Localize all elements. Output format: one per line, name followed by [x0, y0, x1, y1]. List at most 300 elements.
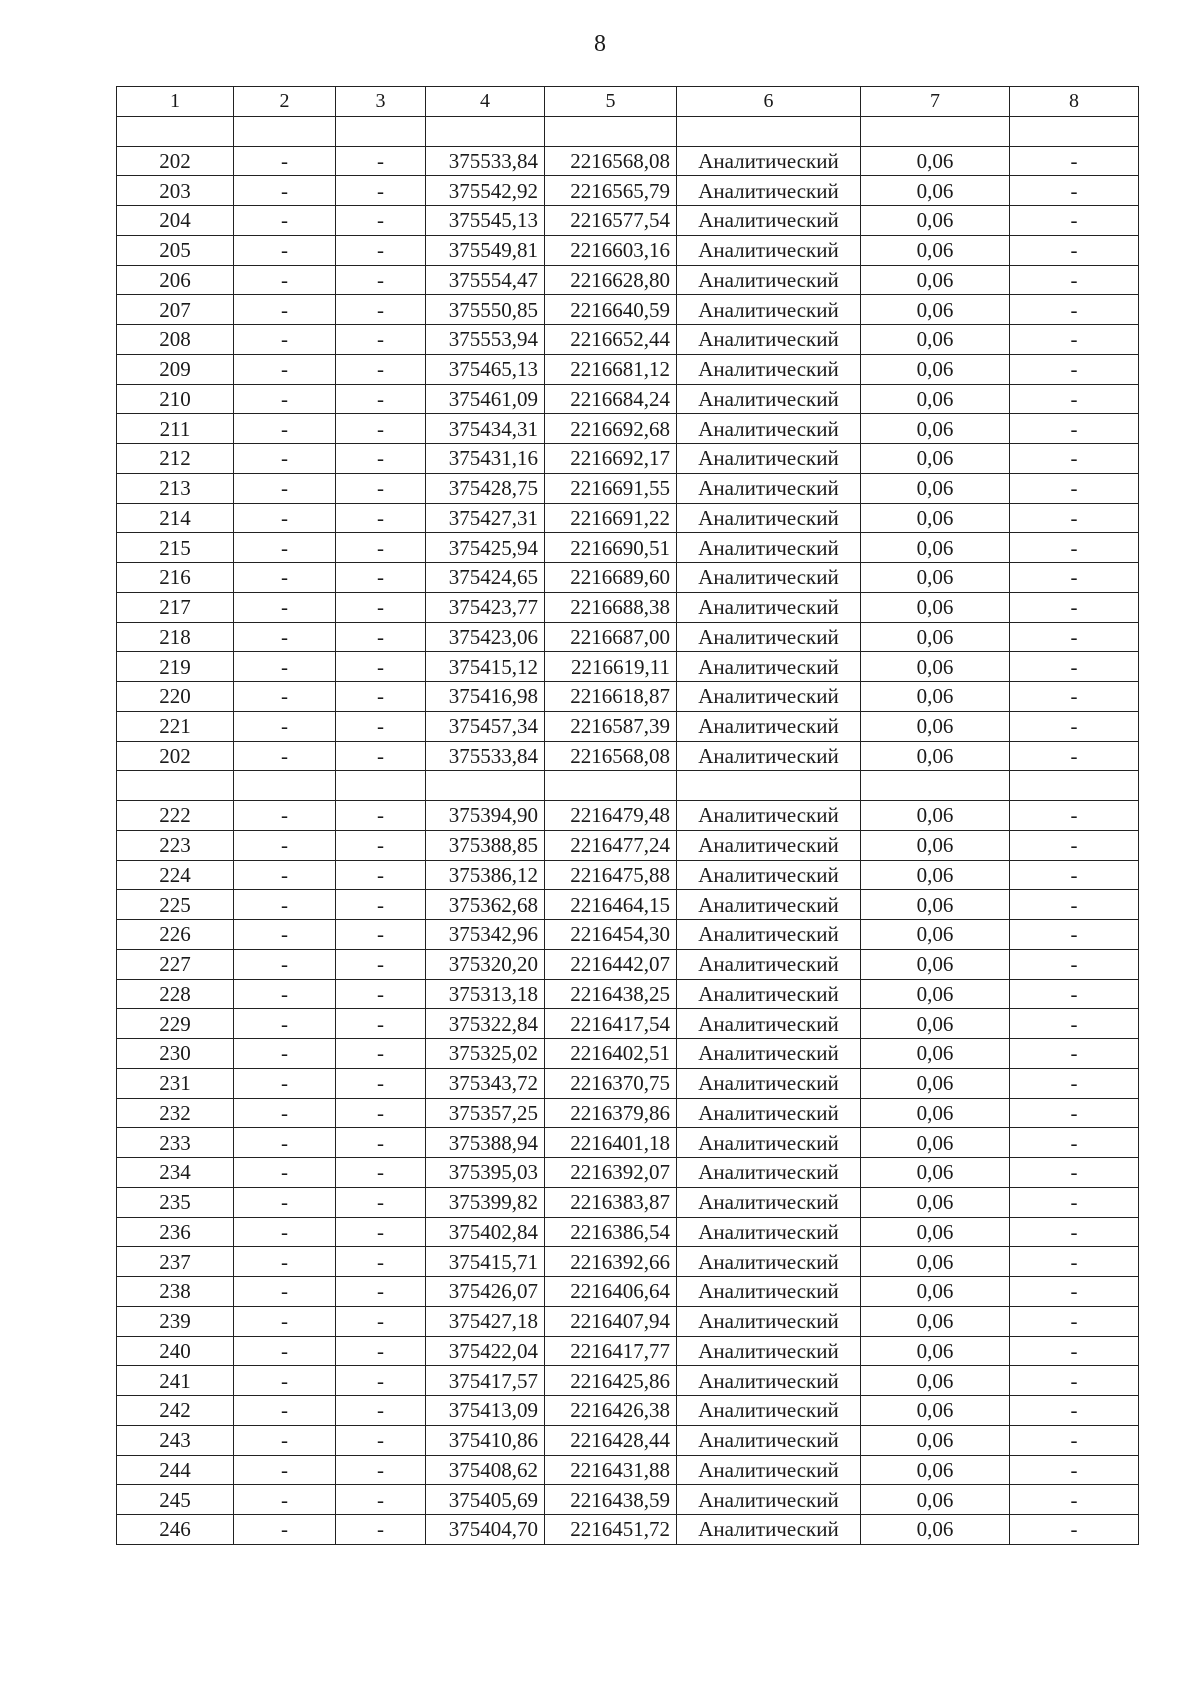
col8-cell: -: [1010, 652, 1139, 682]
col8-cell: -: [1010, 979, 1139, 1009]
col2-cell: -: [234, 830, 336, 860]
col2-cell: -: [234, 563, 336, 593]
y-coordinate-cell: 2216417,77: [545, 1336, 677, 1366]
point-number-cell: 226: [117, 920, 234, 950]
col2-cell: -: [234, 1425, 336, 1455]
col8-cell: -: [1010, 1455, 1139, 1485]
y-coordinate-cell: 2216479,48: [545, 801, 677, 831]
y-coordinate-cell: 2216619,11: [545, 652, 677, 682]
col2-cell: -: [234, 1336, 336, 1366]
point-number-cell: 202: [117, 146, 234, 176]
y-coordinate-cell: 2216425,86: [545, 1366, 677, 1396]
x-coordinate-cell: 375422,04: [426, 1336, 545, 1366]
x-coordinate-cell: 375313,18: [426, 979, 545, 1009]
col2-cell: -: [234, 206, 336, 236]
table-row: [117, 1039, 1139, 1069]
accuracy-cell: 0,06: [861, 801, 1010, 831]
col2-cell: -: [234, 741, 336, 771]
col8-cell: -: [1010, 1158, 1139, 1188]
col3-cell: -: [336, 1098, 426, 1128]
accuracy-cell: 0,06: [861, 1009, 1010, 1039]
col8-cell: -: [1010, 1068, 1139, 1098]
method-cell: Аналитический: [677, 1455, 861, 1485]
x-coordinate-cell: 375404,70: [426, 1515, 545, 1545]
method-cell: Аналитический: [677, 1515, 861, 1545]
table-row: [117, 890, 1139, 920]
column-header: 4: [426, 87, 545, 117]
accuracy-cell: 0,06: [861, 1425, 1010, 1455]
y-coordinate-cell: 2216426,38: [545, 1396, 677, 1426]
accuracy-cell: 0,06: [861, 354, 1010, 384]
y-coordinate-cell: 2216681,12: [545, 354, 677, 384]
method-cell: Аналитический: [677, 1217, 861, 1247]
x-coordinate-cell: 375533,84: [426, 741, 545, 771]
col2-cell: -: [234, 1247, 336, 1277]
column-header: 5: [545, 87, 677, 117]
method-cell: Аналитический: [677, 682, 861, 712]
y-coordinate-cell: 2216640,59: [545, 295, 677, 325]
y-coordinate-cell: 2216689,60: [545, 563, 677, 593]
point-number-cell: 211: [117, 414, 234, 444]
col2-cell: -: [234, 1366, 336, 1396]
col3-cell: -: [336, 1336, 426, 1366]
accuracy-cell: 0,06: [861, 682, 1010, 712]
col3-cell: -: [336, 146, 426, 176]
x-coordinate-cell: 375386,12: [426, 860, 545, 890]
col3-cell: -: [336, 979, 426, 1009]
table-row: [117, 146, 1139, 176]
method-cell: Аналитический: [677, 444, 861, 474]
y-coordinate-cell: 2216417,54: [545, 1009, 677, 1039]
col3-cell: -: [336, 1158, 426, 1188]
table-row: [117, 652, 1139, 682]
col2-cell: -: [234, 1515, 336, 1545]
col2-cell: -: [234, 1158, 336, 1188]
col2-cell: -: [234, 801, 336, 831]
accuracy-cell: 0,06: [861, 1277, 1010, 1307]
col2-cell: -: [234, 1485, 336, 1515]
col8-cell: -: [1010, 325, 1139, 355]
col3-cell: -: [336, 533, 426, 563]
table-row: [117, 741, 1139, 771]
x-coordinate-cell: 375410,86: [426, 1425, 545, 1455]
method-cell: Аналитический: [677, 949, 861, 979]
table-row: [117, 771, 1139, 801]
point-number-cell: 228: [117, 979, 234, 1009]
y-coordinate-cell: 2216406,64: [545, 1277, 677, 1307]
col8-cell: -: [1010, 533, 1139, 563]
col8-cell: [1010, 771, 1139, 801]
table-row: [117, 979, 1139, 1009]
col3-cell: -: [336, 1366, 426, 1396]
x-coordinate-cell: 375322,84: [426, 1009, 545, 1039]
table-row: [117, 920, 1139, 950]
col8-cell: -: [1010, 890, 1139, 920]
col8-cell: -: [1010, 414, 1139, 444]
x-coordinate-cell: 375415,71: [426, 1247, 545, 1277]
accuracy-cell: [861, 771, 1010, 801]
y-coordinate-cell: 2216577,54: [545, 206, 677, 236]
y-coordinate-cell: 2216402,51: [545, 1039, 677, 1069]
accuracy-cell: 0,06: [861, 235, 1010, 265]
accuracy-cell: 0,06: [861, 325, 1010, 355]
table-row: [117, 1187, 1139, 1217]
table-row: [117, 1277, 1139, 1307]
point-number-cell: 212: [117, 444, 234, 474]
table-row: [117, 1128, 1139, 1158]
accuracy-cell: 0,06: [861, 444, 1010, 474]
point-number-cell: 229: [117, 1009, 234, 1039]
table-row: [117, 503, 1139, 533]
col3-cell: -: [336, 592, 426, 622]
method-cell: Аналитический: [677, 473, 861, 503]
col8-cell: -: [1010, 1187, 1139, 1217]
accuracy-cell: [861, 116, 1010, 146]
point-number-cell: 223: [117, 830, 234, 860]
col8-cell: -: [1010, 206, 1139, 236]
accuracy-cell: 0,06: [861, 1068, 1010, 1098]
method-cell: Аналитический: [677, 801, 861, 831]
point-number-cell: 238: [117, 1277, 234, 1307]
table-row: [117, 1515, 1139, 1545]
method-cell: Аналитический: [677, 1128, 861, 1158]
method-cell: Аналитический: [677, 1396, 861, 1426]
x-coordinate-cell: 375362,68: [426, 890, 545, 920]
col8-cell: -: [1010, 384, 1139, 414]
method-cell: Аналитический: [677, 414, 861, 444]
col3-cell: -: [336, 1515, 426, 1545]
accuracy-cell: 0,06: [861, 1217, 1010, 1247]
accuracy-cell: 0,06: [861, 1366, 1010, 1396]
point-number-cell: 217: [117, 592, 234, 622]
col8-cell: -: [1010, 711, 1139, 741]
col2-cell: -: [234, 652, 336, 682]
table-row: [117, 711, 1139, 741]
table-row: [117, 1068, 1139, 1098]
col3-cell: -: [336, 1068, 426, 1098]
col8-cell: -: [1010, 503, 1139, 533]
accuracy-cell: 0,06: [861, 1098, 1010, 1128]
accuracy-cell: 0,06: [861, 652, 1010, 682]
accuracy-cell: 0,06: [861, 533, 1010, 563]
y-coordinate-cell: 2216438,25: [545, 979, 677, 1009]
accuracy-cell: 0,06: [861, 1336, 1010, 1366]
table-row: [117, 325, 1139, 355]
x-coordinate-cell: 375428,75: [426, 473, 545, 503]
column-header: 1: [117, 87, 234, 117]
col2-cell: -: [234, 1128, 336, 1158]
method-cell: Аналитический: [677, 384, 861, 414]
y-coordinate-cell: 2216370,75: [545, 1068, 677, 1098]
col8-cell: -: [1010, 1277, 1139, 1307]
method-cell: Аналитический: [677, 830, 861, 860]
x-coordinate-cell: 375357,25: [426, 1098, 545, 1128]
x-coordinate-cell: 375542,92: [426, 176, 545, 206]
col8-cell: -: [1010, 1306, 1139, 1336]
y-coordinate-cell: 2216379,86: [545, 1098, 677, 1128]
x-coordinate-cell: 375431,16: [426, 444, 545, 474]
y-coordinate-cell: 2216431,88: [545, 1455, 677, 1485]
method-cell: Аналитический: [677, 265, 861, 295]
col8-cell: -: [1010, 741, 1139, 771]
method-cell: Аналитический: [677, 325, 861, 355]
method-cell: Аналитический: [677, 1009, 861, 1039]
y-coordinate-cell: 2216383,87: [545, 1187, 677, 1217]
col3-cell: -: [336, 830, 426, 860]
y-coordinate-cell: 2216628,80: [545, 265, 677, 295]
method-cell: Аналитический: [677, 741, 861, 771]
col8-cell: -: [1010, 265, 1139, 295]
point-number-cell: 208: [117, 325, 234, 355]
col3-cell: -: [336, 414, 426, 444]
method-cell: Аналитический: [677, 1098, 861, 1128]
y-coordinate-cell: 2216568,08: [545, 146, 677, 176]
col8-cell: -: [1010, 860, 1139, 890]
y-coordinate-cell: 2216692,17: [545, 444, 677, 474]
point-number-cell: 236: [117, 1217, 234, 1247]
col8-cell: -: [1010, 920, 1139, 950]
table-row: [117, 1009, 1139, 1039]
col2-cell: -: [234, 325, 336, 355]
col2-cell: [234, 116, 336, 146]
y-coordinate-cell: 2216386,54: [545, 1217, 677, 1247]
x-coordinate-cell: 375342,96: [426, 920, 545, 950]
col3-cell: -: [336, 920, 426, 950]
point-number-cell: 204: [117, 206, 234, 236]
col3-cell: -: [336, 384, 426, 414]
col8-cell: -: [1010, 444, 1139, 474]
col2-cell: -: [234, 711, 336, 741]
x-coordinate-cell: 375394,90: [426, 801, 545, 831]
table-row: [117, 1425, 1139, 1455]
column-header: 8: [1010, 87, 1139, 117]
col2-cell: -: [234, 503, 336, 533]
col8-cell: -: [1010, 682, 1139, 712]
y-coordinate-cell: 2216464,15: [545, 890, 677, 920]
x-coordinate-cell: 375533,84: [426, 146, 545, 176]
col8-cell: [1010, 116, 1139, 146]
table-row: [117, 1366, 1139, 1396]
method-cell: Аналитический: [677, 979, 861, 1009]
col8-cell: -: [1010, 295, 1139, 325]
y-coordinate-cell: 2216454,30: [545, 920, 677, 950]
accuracy-cell: 0,06: [861, 1128, 1010, 1158]
col2-cell: -: [234, 295, 336, 325]
col8-cell: -: [1010, 949, 1139, 979]
accuracy-cell: 0,06: [861, 503, 1010, 533]
method-cell: Аналитический: [677, 1306, 861, 1336]
x-coordinate-cell: 375413,09: [426, 1396, 545, 1426]
col2-cell: -: [234, 1098, 336, 1128]
table-row: [117, 830, 1139, 860]
method-cell: [677, 771, 861, 801]
x-coordinate-cell: 375415,12: [426, 652, 545, 682]
col3-cell: -: [336, 1009, 426, 1039]
x-coordinate-cell: 375417,57: [426, 1366, 545, 1396]
col8-cell: -: [1010, 1039, 1139, 1069]
method-cell: Аналитический: [677, 176, 861, 206]
col8-cell: -: [1010, 592, 1139, 622]
coordinates-table: [116, 86, 1139, 1545]
method-cell: Аналитический: [677, 1366, 861, 1396]
x-coordinate-cell: 375553,94: [426, 325, 545, 355]
accuracy-cell: 0,06: [861, 1039, 1010, 1069]
col3-cell: -: [336, 325, 426, 355]
y-coordinate-cell: 2216688,38: [545, 592, 677, 622]
col2-cell: -: [234, 860, 336, 890]
col3-cell: -: [336, 473, 426, 503]
method-cell: Аналитический: [677, 890, 861, 920]
point-number-cell: 240: [117, 1336, 234, 1366]
col3-cell: -: [336, 354, 426, 384]
method-cell: Аналитический: [677, 533, 861, 563]
col2-cell: -: [234, 1455, 336, 1485]
col3-cell: -: [336, 1247, 426, 1277]
col3-cell: -: [336, 1277, 426, 1307]
method-cell: Аналитический: [677, 711, 861, 741]
accuracy-cell: 0,06: [861, 384, 1010, 414]
accuracy-cell: 0,06: [861, 265, 1010, 295]
col2-cell: -: [234, 176, 336, 206]
x-coordinate-cell: 375395,03: [426, 1158, 545, 1188]
y-coordinate-cell: 2216687,00: [545, 622, 677, 652]
table-row: [117, 860, 1139, 890]
table-row: [117, 1217, 1139, 1247]
accuracy-cell: 0,06: [861, 473, 1010, 503]
col8-cell: -: [1010, 1128, 1139, 1158]
point-number-cell: 245: [117, 1485, 234, 1515]
y-coordinate-cell: 2216477,24: [545, 830, 677, 860]
table-row: [117, 354, 1139, 384]
col3-cell: -: [336, 444, 426, 474]
col2-cell: -: [234, 533, 336, 563]
point-number-cell: [117, 771, 234, 801]
x-coordinate-cell: [426, 116, 545, 146]
table-row: [117, 1485, 1139, 1515]
accuracy-cell: 0,06: [861, 890, 1010, 920]
x-coordinate-cell: 375423,77: [426, 592, 545, 622]
table-row: [117, 206, 1139, 236]
x-coordinate-cell: 375423,06: [426, 622, 545, 652]
column-header: 3: [336, 87, 426, 117]
col2-cell: -: [234, 235, 336, 265]
table-row: [117, 265, 1139, 295]
y-coordinate-cell: 2216568,08: [545, 741, 677, 771]
y-coordinate-cell: 2216392,07: [545, 1158, 677, 1188]
accuracy-cell: 0,06: [861, 711, 1010, 741]
col3-cell: -: [336, 890, 426, 920]
col2-cell: -: [234, 1187, 336, 1217]
col3-cell: -: [336, 711, 426, 741]
table-row: [117, 295, 1139, 325]
table-row: [117, 1396, 1139, 1426]
method-cell: Аналитический: [677, 1336, 861, 1366]
point-number-cell: 235: [117, 1187, 234, 1217]
x-coordinate-cell: 375408,62: [426, 1455, 545, 1485]
col3-cell: [336, 116, 426, 146]
table-header-row: [117, 87, 1139, 117]
col2-cell: -: [234, 1277, 336, 1307]
point-number-cell: 225: [117, 890, 234, 920]
point-number-cell: 230: [117, 1039, 234, 1069]
col3-cell: [336, 771, 426, 801]
table-row: [117, 1098, 1139, 1128]
point-number-cell: 202: [117, 741, 234, 771]
point-number-cell: 234: [117, 1158, 234, 1188]
x-coordinate-cell: 375549,81: [426, 235, 545, 265]
method-cell: Аналитический: [677, 235, 861, 265]
x-coordinate-cell: 375554,47: [426, 265, 545, 295]
point-number-cell: 233: [117, 1128, 234, 1158]
point-number-cell: 214: [117, 503, 234, 533]
y-coordinate-cell: 2216691,55: [545, 473, 677, 503]
col3-cell: -: [336, 741, 426, 771]
col2-cell: -: [234, 979, 336, 1009]
col2-cell: -: [234, 265, 336, 295]
col2-cell: -: [234, 920, 336, 950]
col2-cell: -: [234, 146, 336, 176]
y-coordinate-cell: 2216652,44: [545, 325, 677, 355]
col3-cell: -: [336, 1455, 426, 1485]
accuracy-cell: 0,06: [861, 1187, 1010, 1217]
col8-cell: -: [1010, 1366, 1139, 1396]
table-row: [117, 1336, 1139, 1366]
accuracy-cell: 0,06: [861, 414, 1010, 444]
point-number-cell: 222: [117, 801, 234, 831]
method-cell: Аналитический: [677, 1187, 861, 1217]
x-coordinate-cell: 375388,85: [426, 830, 545, 860]
x-coordinate-cell: 375325,02: [426, 1039, 545, 1069]
x-coordinate-cell: 375424,65: [426, 563, 545, 593]
col3-cell: -: [336, 801, 426, 831]
x-coordinate-cell: [426, 771, 545, 801]
method-cell: Аналитический: [677, 1247, 861, 1277]
accuracy-cell: 0,06: [861, 1455, 1010, 1485]
col8-cell: -: [1010, 235, 1139, 265]
col3-cell: -: [336, 1396, 426, 1426]
method-cell: Аналитический: [677, 1039, 861, 1069]
table-row: [117, 116, 1139, 146]
accuracy-cell: 0,06: [861, 146, 1010, 176]
col8-cell: -: [1010, 1336, 1139, 1366]
method-cell: Аналитический: [677, 354, 861, 384]
x-coordinate-cell: 375416,98: [426, 682, 545, 712]
accuracy-cell: 0,06: [861, 830, 1010, 860]
y-coordinate-cell: 2216684,24: [545, 384, 677, 414]
point-number-cell: 239: [117, 1306, 234, 1336]
col2-cell: -: [234, 1068, 336, 1098]
accuracy-cell: 0,06: [861, 920, 1010, 950]
col2-cell: -: [234, 1039, 336, 1069]
point-number-cell: 244: [117, 1455, 234, 1485]
accuracy-cell: 0,06: [861, 206, 1010, 236]
table-row: [117, 176, 1139, 206]
col2-cell: -: [234, 384, 336, 414]
y-coordinate-cell: 2216392,66: [545, 1247, 677, 1277]
accuracy-cell: 0,06: [861, 860, 1010, 890]
col3-cell: -: [336, 1128, 426, 1158]
method-cell: [677, 116, 861, 146]
table-row: [117, 1158, 1139, 1188]
y-coordinate-cell: 2216401,18: [545, 1128, 677, 1158]
point-number-cell: 206: [117, 265, 234, 295]
accuracy-cell: 0,06: [861, 563, 1010, 593]
col3-cell: -: [336, 949, 426, 979]
col8-cell: -: [1010, 801, 1139, 831]
y-coordinate-cell: 2216692,68: [545, 414, 677, 444]
table-row: [117, 949, 1139, 979]
col2-cell: -: [234, 682, 336, 712]
